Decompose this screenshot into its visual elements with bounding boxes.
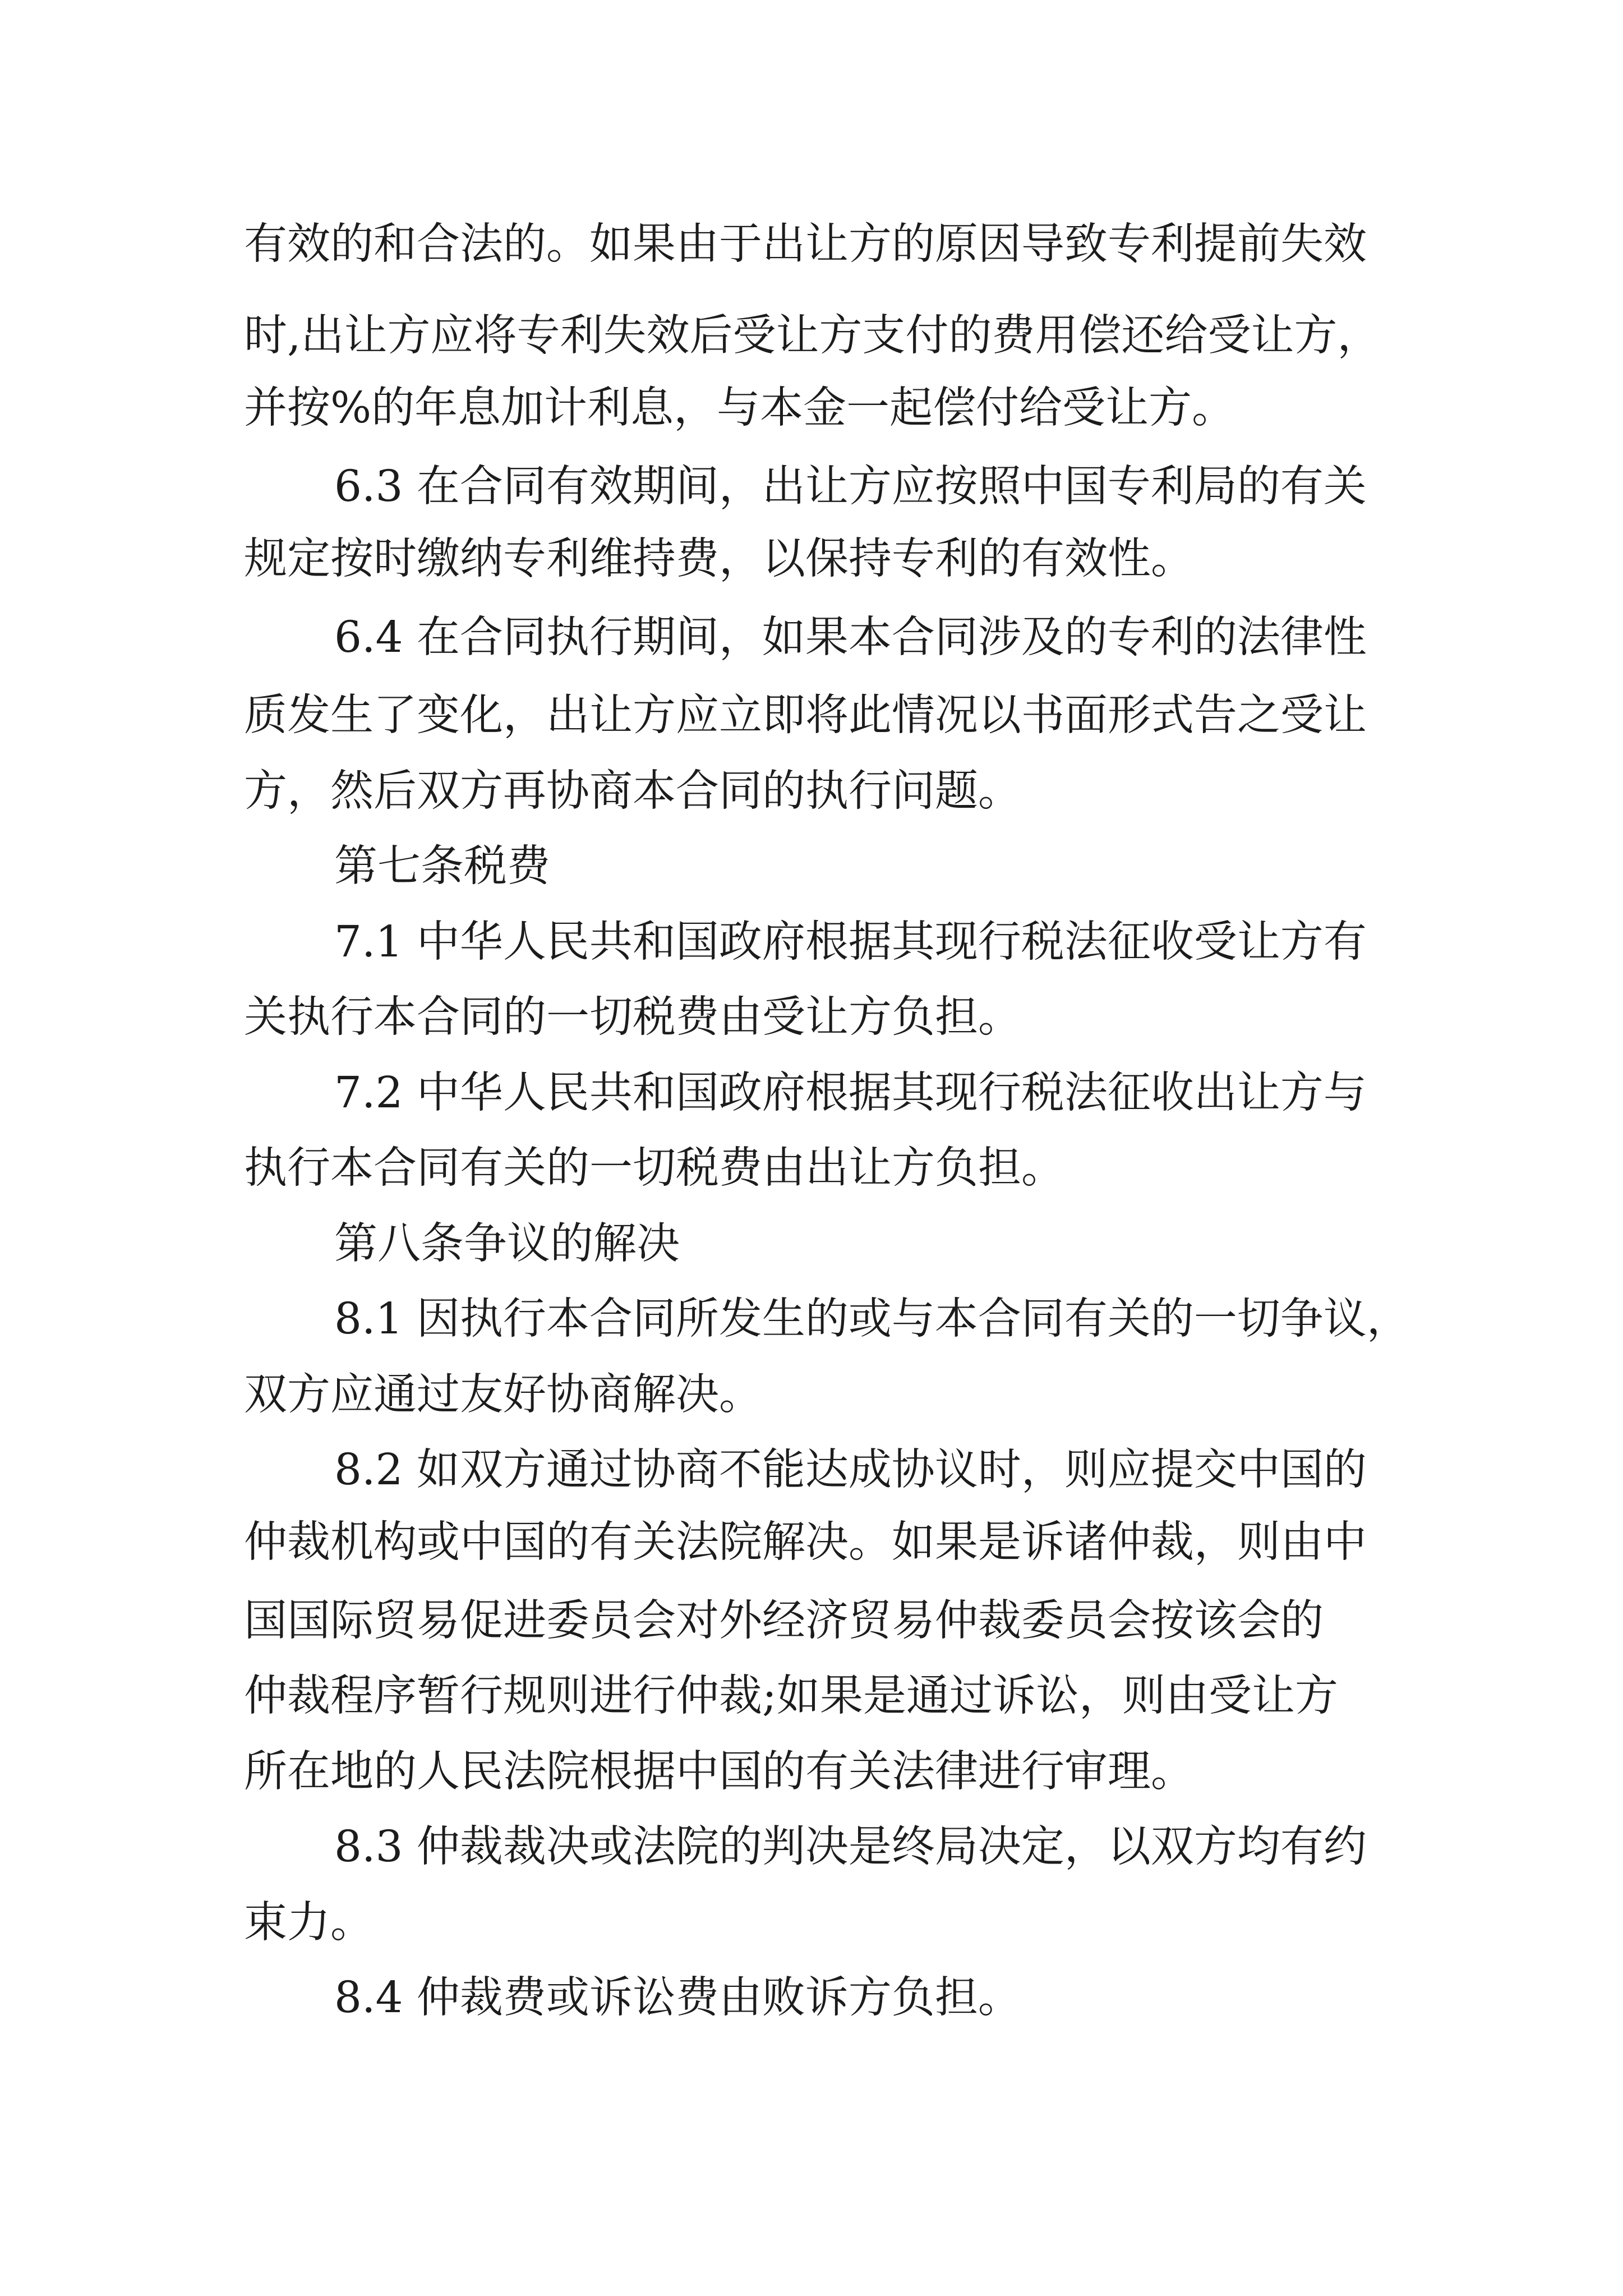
text-line-11: 关执行本合同的一切税费由受让方负担。 — [244, 992, 1021, 1042]
text-line-6: 6.4 在合同执行期间，如果本合同涉及的专利的法律性 — [334, 613, 1367, 662]
text-line-7: 质发生了变化，出让方应立即将此情况以书面形式告之受让 — [244, 691, 1367, 740]
text-line-2: 时,出让方应将专利失效后受让方支付的费用偿还给受让方， — [244, 311, 1381, 361]
text-line-19: 国国际贸易促进委员会对外经济贸易仲裁委员会按该会的 — [244, 1596, 1324, 1646]
text-line-24: 8.4 仲裁费或诉讼费由败诉方负担。 — [334, 1973, 1021, 2023]
text-line-15: 8.1 因执行本合同所发生的或与本合同有关的一切争议， — [334, 1294, 1410, 1344]
text-line-23: 束力。 — [244, 1898, 374, 1948]
text-line-22: 8.3 仲裁裁决或法院的判决是终局决定，以双方均有约 — [334, 1822, 1367, 1872]
text-line-5: 规定按时缴纳专利维持费，以保持专利的有效性。 — [244, 534, 1194, 584]
text-line-12: 7.2 中华人民共和国政府根据其现行税法征收出让方与 — [334, 1068, 1367, 1118]
text-line-3: 并按%的年息加计利息，与本金一起偿付给受让方。 — [244, 383, 1235, 433]
text-line-18: 仲裁机构或中国的有关法院解决。如果是诉诸仲裁，则由中 — [244, 1517, 1367, 1567]
text-line-1: 有效的和合法的。如果由于出让方的原因导致专利提前失效 — [244, 219, 1367, 269]
text-line-13: 执行本合同有关的一切税费由出让方负担。 — [244, 1143, 1064, 1193]
section-heading-8: 第八条争议的解决 — [334, 1219, 680, 1269]
text-line-10: 7.1 中华人民共和国政府根据其现行税法征收受让方有 — [334, 917, 1367, 967]
section-heading-7: 第七条税费 — [334, 841, 550, 891]
text-line-20: 仲裁程序暂行规则进行仲裁;如果是通过诉讼，则由受让方 — [244, 1671, 1338, 1721]
text-line-17: 8.2 如双方通过协商不能达成协议时，则应提交中国的 — [334, 1445, 1367, 1495]
text-line-21: 所在地的人民法院根据中国的有关法律进行审理。 — [244, 1747, 1194, 1797]
text-line-8: 方，然后双方再协商本合同的执行问题。 — [244, 766, 1021, 816]
text-line-4: 6.3 在合同有效期间，出让方应按照中国专利局的有关 — [334, 462, 1367, 512]
text-line-16: 双方应通过友好协商解决。 — [244, 1370, 762, 1420]
